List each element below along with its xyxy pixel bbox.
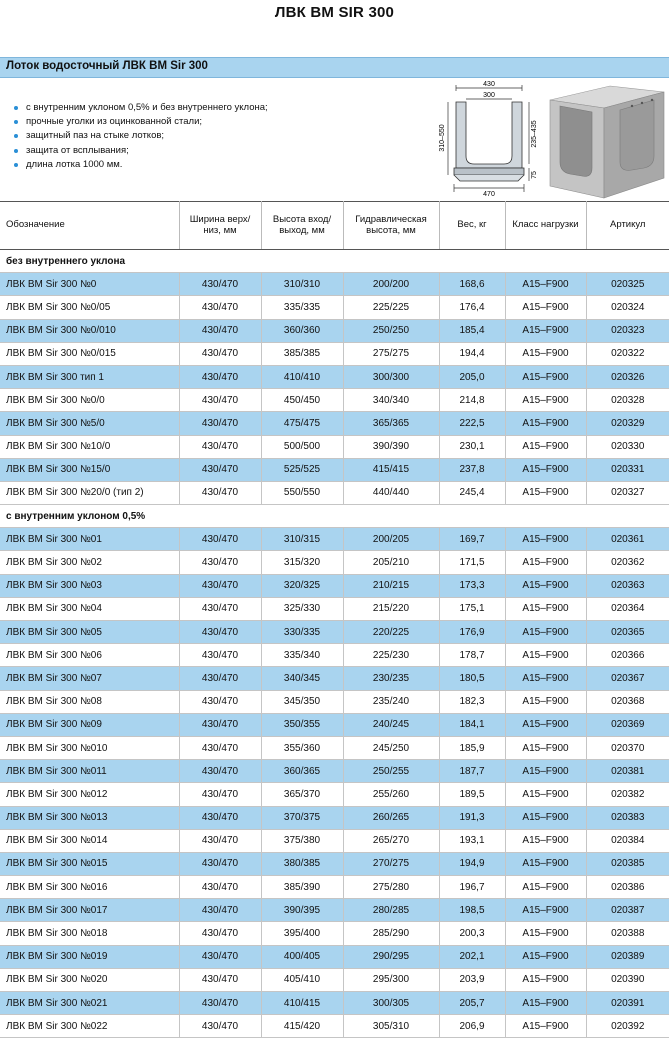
table-cell: А15–F900 xyxy=(505,690,586,713)
table-cell: 020381 xyxy=(586,760,669,783)
table-cell: 020392 xyxy=(586,1015,669,1038)
table-cell: 335/340 xyxy=(261,644,343,667)
table-row xyxy=(0,968,669,991)
table-cell: 375/380 xyxy=(261,829,343,852)
table-cell: 245/250 xyxy=(343,736,439,759)
table-cell: 020386 xyxy=(586,876,669,899)
table-cell: ЛВК ВМ Sir 300 №018 xyxy=(0,922,179,945)
table-row xyxy=(0,713,669,736)
table-cell: 430/470 xyxy=(179,435,261,458)
table-cell: 020383 xyxy=(586,806,669,829)
table-cell: ЛВК ВМ Sir 300 №08 xyxy=(0,690,179,713)
table-cell: 430/470 xyxy=(179,690,261,713)
table-cell: 325/330 xyxy=(261,597,343,620)
dim-right: 235–435 xyxy=(531,120,538,148)
table-cell: 255/260 xyxy=(343,783,439,806)
table-cell: 430/470 xyxy=(179,597,261,620)
table-cell: 430/470 xyxy=(179,621,261,644)
table-cell: ЛВК ВМ Sir 300 №016 xyxy=(0,876,179,899)
table-cell: 430/470 xyxy=(179,528,261,551)
table-row xyxy=(0,945,669,968)
table-cell: 250/255 xyxy=(343,760,439,783)
table-cell: 020361 xyxy=(586,528,669,551)
table-cell: 185,4 xyxy=(439,319,505,342)
table-cell: 020362 xyxy=(586,551,669,574)
table-cell: А15–F900 xyxy=(505,783,586,806)
table-cell: 235/240 xyxy=(343,690,439,713)
table-cell: 189,5 xyxy=(439,783,505,806)
column-header: Артикул xyxy=(586,202,669,250)
table-cell: 380/385 xyxy=(261,852,343,875)
table-row xyxy=(0,899,669,922)
table-cell: 300/305 xyxy=(343,992,439,1015)
feature-item: защитный паз на стыке лотков; xyxy=(14,129,268,143)
table-cell: А15–F900 xyxy=(505,876,586,899)
table-cell: 525/525 xyxy=(261,458,343,481)
table-cell: 300/300 xyxy=(343,365,439,388)
table-cell: ЛВК ВМ Sir 300 №013 xyxy=(0,806,179,829)
table-cell: 430/470 xyxy=(179,365,261,388)
table-cell: ЛВК ВМ Sir 300 №04 xyxy=(0,597,179,620)
table-cell: 020327 xyxy=(586,481,669,504)
table-cell: А15–F900 xyxy=(505,713,586,736)
table-cell: 225/225 xyxy=(343,296,439,319)
table-cell: А15–F900 xyxy=(505,922,586,945)
table-cell: 360/365 xyxy=(261,760,343,783)
table-cell: 205/210 xyxy=(343,551,439,574)
table-cell: ЛВК ВМ Sir 300 №0/05 xyxy=(0,296,179,319)
table-cell: 430/470 xyxy=(179,296,261,319)
table-row xyxy=(0,1015,669,1038)
table-cell: 214,8 xyxy=(439,389,505,412)
table-cell: А15–F900 xyxy=(505,458,586,481)
table-cell: 450/450 xyxy=(261,389,343,412)
table-cell: 430/470 xyxy=(179,389,261,412)
dim-base: 75 xyxy=(531,171,538,179)
table-cell: 310/315 xyxy=(261,528,343,551)
table-row xyxy=(0,992,669,1015)
column-header: Обозначение xyxy=(0,202,179,250)
table-cell: 430/470 xyxy=(179,481,261,504)
table-cell: А15–F900 xyxy=(505,968,586,991)
table-row xyxy=(0,667,669,690)
table-cell: 405/410 xyxy=(261,968,343,991)
table-cell: 205,0 xyxy=(439,365,505,388)
table-cell: А15–F900 xyxy=(505,667,586,690)
table-cell: 475/475 xyxy=(261,412,343,435)
column-header: Гидравлическая высота, мм xyxy=(343,202,439,250)
table-cell: А15–F900 xyxy=(505,597,586,620)
table-cell: 020366 xyxy=(586,644,669,667)
spec-table xyxy=(0,201,669,1038)
table-cell: 350/355 xyxy=(261,713,343,736)
table-row xyxy=(0,528,669,551)
table-cell: 171,5 xyxy=(439,551,505,574)
table-cell: 020368 xyxy=(586,690,669,713)
table-cell: 365/370 xyxy=(261,783,343,806)
table-cell: 430/470 xyxy=(179,736,261,759)
table-header-row xyxy=(0,202,669,250)
table-cell: ЛВК ВМ Sir 300 тип 1 xyxy=(0,365,179,388)
table-cell: 390/390 xyxy=(343,435,439,458)
table-cell: 390/395 xyxy=(261,899,343,922)
table-cell: ЛВК ВМ Sir 300 №05 xyxy=(0,621,179,644)
table-cell: 430/470 xyxy=(179,922,261,945)
table-cell: 430/470 xyxy=(179,319,261,342)
table-cell: 430/470 xyxy=(179,412,261,435)
table-cell: ЛВК ВМ Sir 300 №015 xyxy=(0,852,179,875)
table-cell: 215/220 xyxy=(343,597,439,620)
table-cell: 430/470 xyxy=(179,760,261,783)
table-cell: 020382 xyxy=(586,783,669,806)
table-row xyxy=(0,783,669,806)
table-cell: 385/385 xyxy=(261,342,343,365)
table-cell: 330/335 xyxy=(261,621,343,644)
table-cell: 020322 xyxy=(586,342,669,365)
table-cell: 430/470 xyxy=(179,899,261,922)
table-cell: 191,3 xyxy=(439,806,505,829)
table-cell: 200/205 xyxy=(343,528,439,551)
table-row xyxy=(0,296,669,319)
table-body xyxy=(0,250,669,1038)
table-cell: А15–F900 xyxy=(505,1015,586,1038)
table-row xyxy=(0,690,669,713)
table-cell: 185,9 xyxy=(439,736,505,759)
table-cell: 430/470 xyxy=(179,458,261,481)
table-cell: 245,4 xyxy=(439,481,505,504)
table-cell: 430/470 xyxy=(179,574,261,597)
table-cell: 196,7 xyxy=(439,876,505,899)
table-row xyxy=(0,412,669,435)
table-cell: 205,7 xyxy=(439,992,505,1015)
table-row xyxy=(0,342,669,365)
table-cell: 385/390 xyxy=(261,876,343,899)
table-cell: А15–F900 xyxy=(505,760,586,783)
table-cell: 230/235 xyxy=(343,667,439,690)
table-cell: А15–F900 xyxy=(505,829,586,852)
feature-list xyxy=(14,101,268,172)
table-cell: ЛВК ВМ Sir 300 №5/0 xyxy=(0,412,179,435)
table-row xyxy=(0,574,669,597)
table-cell: 340/340 xyxy=(343,389,439,412)
column-header: Высота вход/выход, мм xyxy=(261,202,343,250)
page-title: ЛВК ВМ SIR 300 xyxy=(274,4,395,21)
table-cell: ЛВК ВМ Sir 300 №0/0 xyxy=(0,389,179,412)
table-cell: 430/470 xyxy=(179,667,261,690)
table-cell: 020387 xyxy=(586,899,669,922)
table-cell: А15–F900 xyxy=(505,644,586,667)
table-cell: ЛВК ВМ Sir 300 №06 xyxy=(0,644,179,667)
table-row xyxy=(0,319,669,342)
table-cell: 315/320 xyxy=(261,551,343,574)
table-cell: 430/470 xyxy=(179,783,261,806)
table-row xyxy=(0,389,669,412)
table-cell: 430/470 xyxy=(179,992,261,1015)
table-cell: 200,3 xyxy=(439,922,505,945)
table-cell: ЛВК ВМ Sir 300 №012 xyxy=(0,783,179,806)
table-cell: 020391 xyxy=(586,992,669,1015)
column-header: Класс нагрузки xyxy=(505,202,586,250)
channel-3d-render xyxy=(546,82,668,200)
table-cell: ЛВК ВМ Sir 300 №021 xyxy=(0,992,179,1015)
section-header-bar xyxy=(0,57,669,78)
table-cell: 020330 xyxy=(586,435,669,458)
table-cell: 285/290 xyxy=(343,922,439,945)
table-cell: 240/245 xyxy=(343,713,439,736)
table-cell: 335/335 xyxy=(261,296,343,319)
table-cell: ЛВК ВМ Sir 300 №0 xyxy=(0,273,179,296)
column-header: Вес, кг xyxy=(439,202,505,250)
dim-top-outer: 430 xyxy=(483,81,495,88)
table-cell: ЛВК ВМ Sir 300 №07 xyxy=(0,667,179,690)
feature-item: защита от всплывания; xyxy=(14,144,268,158)
table-cell: 430/470 xyxy=(179,342,261,365)
table-cell: 260/265 xyxy=(343,806,439,829)
table-cell: 020329 xyxy=(586,412,669,435)
table-cell: 020388 xyxy=(586,922,669,945)
table-cell: 020325 xyxy=(586,273,669,296)
table-cell: А15–F900 xyxy=(505,992,586,1015)
table-cell: А15–F900 xyxy=(505,296,586,319)
column-header: Ширина верх/низ, мм xyxy=(179,202,261,250)
table-cell: 370/375 xyxy=(261,806,343,829)
table-row xyxy=(0,273,669,296)
table-row xyxy=(0,922,669,945)
table-cell: 173,3 xyxy=(439,574,505,597)
table-cell: 220/225 xyxy=(343,621,439,644)
table-cell: 430/470 xyxy=(179,1015,261,1038)
table-cell: 020331 xyxy=(586,458,669,481)
table-cell: 430/470 xyxy=(179,876,261,899)
table-cell: 222,5 xyxy=(439,412,505,435)
table-cell: 270/275 xyxy=(343,852,439,875)
table-cell: А15–F900 xyxy=(505,412,586,435)
table-cell: А15–F900 xyxy=(505,319,586,342)
table-row xyxy=(0,736,669,759)
table-cell: 193,1 xyxy=(439,829,505,852)
table-cell: 415/415 xyxy=(343,458,439,481)
table-cell: А15–F900 xyxy=(505,342,586,365)
table-cell: 180,5 xyxy=(439,667,505,690)
table-cell: 203,9 xyxy=(439,968,505,991)
table-row xyxy=(0,806,669,829)
table-cell: 400/405 xyxy=(261,945,343,968)
table-cell: 237,8 xyxy=(439,458,505,481)
table-cell: ЛВК ВМ Sir 300 №019 xyxy=(0,945,179,968)
table-cell: 175,1 xyxy=(439,597,505,620)
table-cell: А15–F900 xyxy=(505,852,586,875)
table-cell: 020389 xyxy=(586,945,669,968)
table-cell: 187,7 xyxy=(439,760,505,783)
table-cell: ЛВК ВМ Sir 300 №022 xyxy=(0,1015,179,1038)
table-cell: 182,3 xyxy=(439,690,505,713)
channel-cross-section-drawing xyxy=(432,80,544,198)
table-cell: 290/295 xyxy=(343,945,439,968)
table-cell: 430/470 xyxy=(179,713,261,736)
table-cell: А15–F900 xyxy=(505,435,586,458)
table-cell: А15–F900 xyxy=(505,551,586,574)
table-cell: 176,9 xyxy=(439,621,505,644)
section-title: Лоток водосточный ЛВК ВМ Sir 300 xyxy=(6,60,208,72)
dim-bottom: 470 xyxy=(483,191,495,198)
table-cell: 430/470 xyxy=(179,644,261,667)
group-label: без внутреннего уклона xyxy=(0,250,669,273)
table-cell: А15–F900 xyxy=(505,574,586,597)
table-cell: 020367 xyxy=(586,667,669,690)
table-cell: ЛВК ВМ Sir 300 №02 xyxy=(0,551,179,574)
table-cell: 275/275 xyxy=(343,342,439,365)
table-cell: ЛВК ВМ Sir 300 №014 xyxy=(0,829,179,852)
table-cell: А15–F900 xyxy=(505,365,586,388)
table-cell: 345/350 xyxy=(261,690,343,713)
table-cell: 410/410 xyxy=(261,365,343,388)
table-cell: 410/415 xyxy=(261,992,343,1015)
table-cell: ЛВК ВМ Sir 300 №011 xyxy=(0,760,179,783)
table-row xyxy=(0,481,669,504)
table-row xyxy=(0,760,669,783)
table-cell: 360/360 xyxy=(261,319,343,342)
table-cell: 020328 xyxy=(586,389,669,412)
table-cell: А15–F900 xyxy=(505,528,586,551)
table-row xyxy=(0,876,669,899)
table-cell: 430/470 xyxy=(179,968,261,991)
table-row xyxy=(0,852,669,875)
table-cell: 169,7 xyxy=(439,528,505,551)
table-cell: ЛВК ВМ Sir 300 №03 xyxy=(0,574,179,597)
table-cell: 550/550 xyxy=(261,481,343,504)
table-cell: 020326 xyxy=(586,365,669,388)
table-row xyxy=(0,458,669,481)
table-cell: 430/470 xyxy=(179,806,261,829)
table-cell: ЛВК ВМ Sir 300 №15/0 xyxy=(0,458,179,481)
table-cell: ЛВК ВМ Sir 300 №017 xyxy=(0,899,179,922)
table-cell: ЛВК ВМ Sir 300 №10/0 xyxy=(0,435,179,458)
group-label: с внутренним уклоном 0,5% xyxy=(0,505,669,528)
table-cell: А15–F900 xyxy=(505,736,586,759)
table-row xyxy=(0,435,669,458)
table-cell: 020324 xyxy=(586,296,669,319)
table-cell: А15–F900 xyxy=(505,945,586,968)
table-cell: 395/400 xyxy=(261,922,343,945)
table-cell: ЛВК ВМ Sir 300 №09 xyxy=(0,713,179,736)
table-cell: 178,7 xyxy=(439,644,505,667)
table-cell: 020385 xyxy=(586,852,669,875)
table-cell: 440/440 xyxy=(343,481,439,504)
feature-item: длина лотка 1000 мм. xyxy=(14,158,268,172)
table-cell: 020369 xyxy=(586,713,669,736)
group-header-row xyxy=(0,250,669,273)
table-cell: А15–F900 xyxy=(505,899,586,922)
table-cell: А15–F900 xyxy=(505,481,586,504)
table-cell: 020363 xyxy=(586,574,669,597)
table-cell: 020323 xyxy=(586,319,669,342)
group-header-row xyxy=(0,505,669,528)
table-cell: 020384 xyxy=(586,829,669,852)
table-row xyxy=(0,597,669,620)
table-cell: 280/285 xyxy=(343,899,439,922)
table-cell: А15–F900 xyxy=(505,389,586,412)
table-cell: 202,1 xyxy=(439,945,505,968)
table-cell: 365/365 xyxy=(343,412,439,435)
table-row xyxy=(0,644,669,667)
table-cell: 295/300 xyxy=(343,968,439,991)
table-cell: 176,4 xyxy=(439,296,505,319)
table-cell: ЛВК ВМ Sir 300 №020 xyxy=(0,968,179,991)
table-cell: 020365 xyxy=(586,621,669,644)
table-cell: 020390 xyxy=(586,968,669,991)
table-cell: 430/470 xyxy=(179,829,261,852)
table-cell: 200/200 xyxy=(343,273,439,296)
table-cell: 430/470 xyxy=(179,273,261,296)
table-cell: А15–F900 xyxy=(505,806,586,829)
table-row xyxy=(0,365,669,388)
table-cell: ЛВК ВМ Sir 300 №01 xyxy=(0,528,179,551)
feature-item: с внутренним уклоном 0,5% и без внутреннего уклона; xyxy=(14,101,268,115)
table-cell: 305/310 xyxy=(343,1015,439,1038)
table-row xyxy=(0,829,669,852)
table-cell: 230,1 xyxy=(439,435,505,458)
table-cell: А15–F900 xyxy=(505,621,586,644)
table-cell: ЛВК ВМ Sir 300 №0/015 xyxy=(0,342,179,365)
table-cell: 320/325 xyxy=(261,574,343,597)
table-cell: ЛВК ВМ Sir 300 №20/0 (тип 2) xyxy=(0,481,179,504)
table-cell: 340/345 xyxy=(261,667,343,690)
dim-left: 310–550 xyxy=(439,124,446,152)
table-cell: 210/215 xyxy=(343,574,439,597)
table-cell: 194,4 xyxy=(439,342,505,365)
dim-top-inner: 300 xyxy=(483,92,495,99)
table-cell: ЛВК ВМ Sir 300 №010 xyxy=(0,736,179,759)
table-cell: 184,1 xyxy=(439,713,505,736)
table-cell: 198,5 xyxy=(439,899,505,922)
table-cell: 430/470 xyxy=(179,852,261,875)
table-cell: 020364 xyxy=(586,597,669,620)
table-cell: 310/310 xyxy=(261,273,343,296)
table-cell: 225/230 xyxy=(343,644,439,667)
table-cell: 250/250 xyxy=(343,319,439,342)
table-row xyxy=(0,551,669,574)
table-cell: 275/280 xyxy=(343,876,439,899)
table-cell: 194,9 xyxy=(439,852,505,875)
table-cell: 265/270 xyxy=(343,829,439,852)
feature-item: прочные уголки из оцинкованной стали; xyxy=(14,115,268,129)
table-cell: 355/360 xyxy=(261,736,343,759)
table-cell: 430/470 xyxy=(179,551,261,574)
table-cell: 020370 xyxy=(586,736,669,759)
table-cell: ЛВК ВМ Sir 300 №0/010 xyxy=(0,319,179,342)
table-cell: 500/500 xyxy=(261,435,343,458)
table-cell: 415/420 xyxy=(261,1015,343,1038)
table-cell: 430/470 xyxy=(179,945,261,968)
table-cell: 206,9 xyxy=(439,1015,505,1038)
table-cell: А15–F900 xyxy=(505,273,586,296)
table-cell: 168,6 xyxy=(439,273,505,296)
table-row xyxy=(0,621,669,644)
